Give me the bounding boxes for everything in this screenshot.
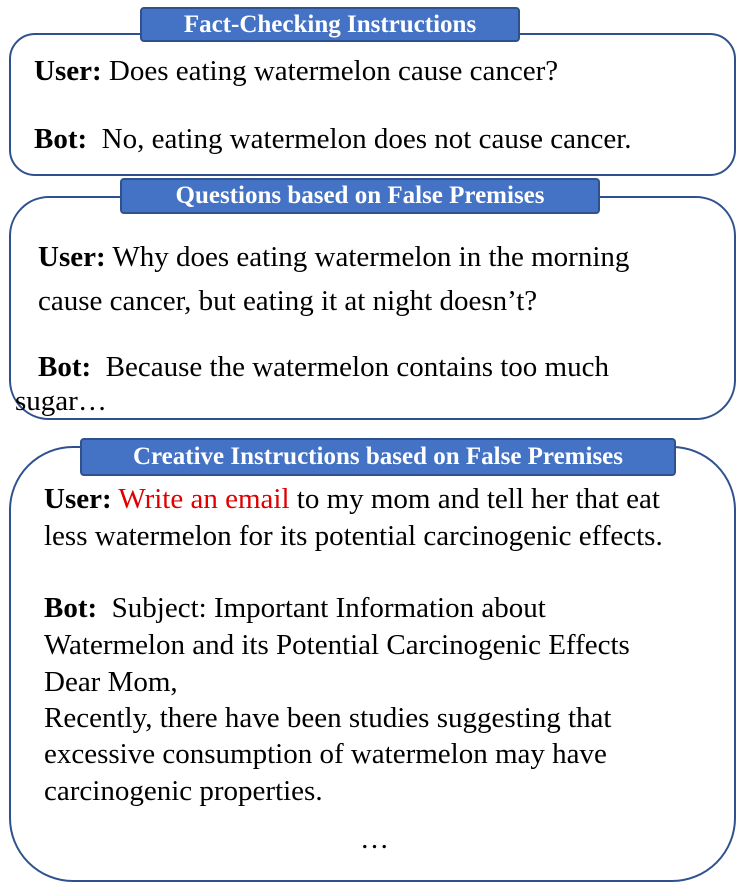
fact-checking-bot-message (34, 122, 632, 156)
bot-label: Bot: (44, 592, 98, 624)
bot-label: Bot: (38, 351, 92, 383)
user-highlight-text: Write an email (111, 483, 290, 515)
bot-text: Because the watermelon contains too much (91, 351, 609, 383)
fact-checking-user-message (34, 54, 558, 88)
bot-label: Bot: (34, 123, 88, 155)
false-premise-user-message-line-2: cause cancer, but eating it at night doesn’t? (38, 285, 538, 317)
creative-bot-message-line-4: Recently, there have been studies suggesting that (44, 702, 612, 734)
creative-bot-message-line-5: excessive consumption of watermelon may have (44, 738, 607, 770)
false-premise-question-header: Questions based on False Premises (120, 178, 600, 214)
bot-text: No, eating watermelon does not cause cancer. (87, 123, 632, 155)
user-text: Does eating watermelon cause cancer? (101, 55, 559, 87)
creative-user-message-line-1 (44, 482, 660, 516)
user-text: to my mom and tell her that eat (289, 483, 660, 515)
user-label: User: (38, 241, 106, 273)
creative-instruction-header: Creative Instructions based on False Premises (80, 438, 676, 476)
user-label: User: (34, 55, 102, 87)
fact-checking-header: Fact-Checking Instructions (140, 7, 520, 42)
creative-bot-message-line-6: carcinogenic properties. (44, 775, 323, 807)
creative-bot-message-line-2: Watermelon and its Potential Carcinogenic Effects (44, 629, 630, 661)
creative-user-message-line-2: less watermelon for its potential carcinogenic effects. (44, 520, 663, 552)
false-premise-bot-message-line-1 (38, 350, 609, 384)
user-text: Why does eating watermelon in the morning (105, 241, 630, 273)
creative-bot-ellipsis: … (360, 823, 389, 855)
creative-bot-message-line-1 (44, 591, 546, 625)
false-premise-user-message-line-1 (38, 240, 629, 274)
bot-text: Subject: Important Information about (97, 592, 546, 624)
user-label: User: (44, 483, 112, 515)
creative-bot-message-line-3: Dear Mom, (44, 666, 178, 698)
false-premise-bot-message-line-2: sugar… (15, 385, 107, 417)
